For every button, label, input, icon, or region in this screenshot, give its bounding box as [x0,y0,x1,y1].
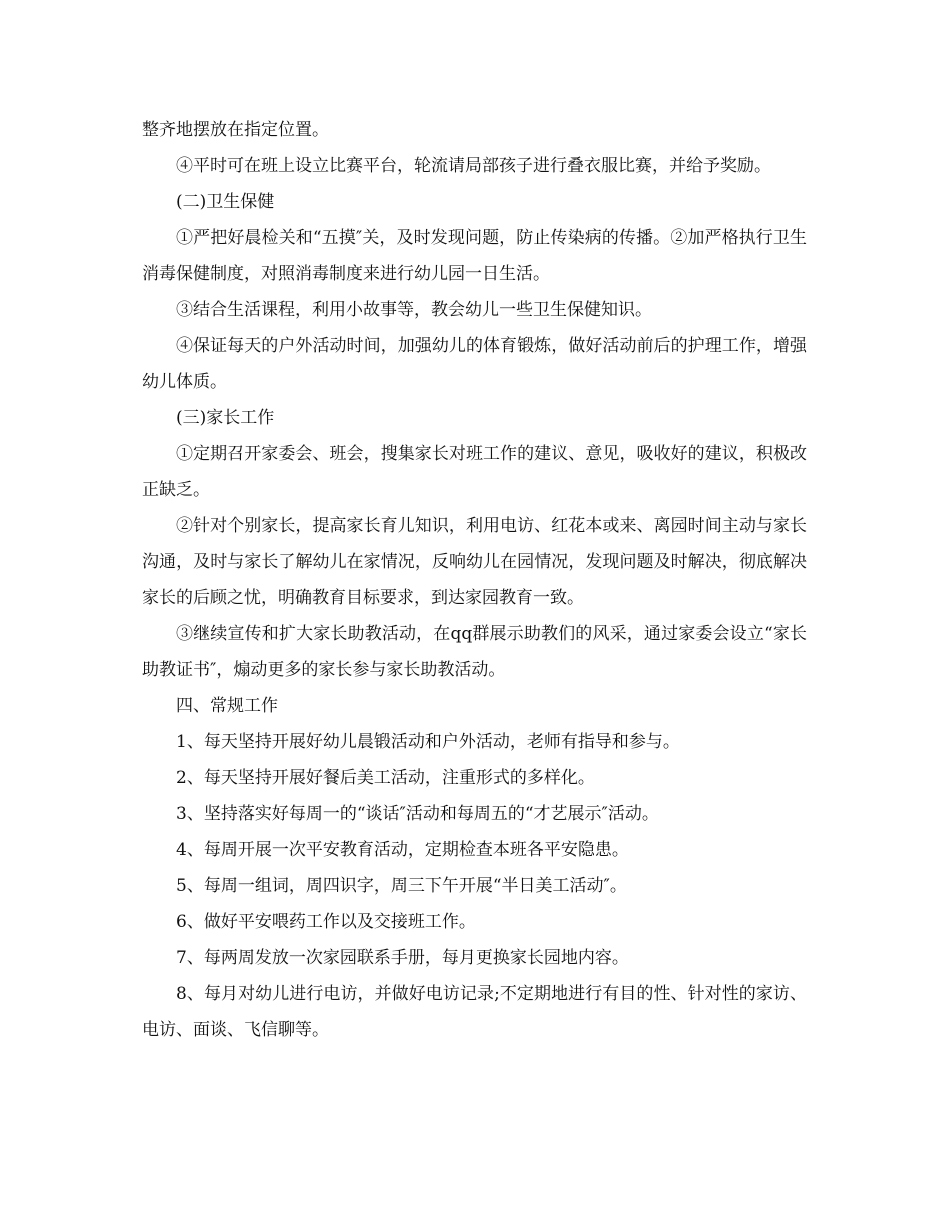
section-heading: 四、常规工作 [176,696,278,716]
document-body [142,112,807,1048]
list-item: 5、每周一组词，周四识字，周三下午开展“半日美工活动″。 [176,876,627,896]
paragraph: ②针对个别家长，提高家长育儿知识，利用电访、红花本或来、离园时间主动与家长沟通，及时与家长了解幼儿在家情况，反响幼儿在园情况，发现问题及时解决，彻底解决家长的后顾之忧，明确教育目标要求，到达家园教育一致。 [142,516,807,608]
list-item: 6、做好平安喂药工作以及交接班工作。 [176,912,476,932]
list-item: 2、每天坚持开展好餐后美工活动，注重形式的多样化。 [176,768,595,788]
paragraph: ④平时可在班上设立比赛平台，轮流请局部孩子进行叠衣服比赛，并给予奖励。 [176,156,771,176]
paragraph: ③继续宣传和扩大家长助教活动，在qq群展示助教们的风采，通过家委会设立“家长助教证书″，煽动更多的家长参与家长助教活动。 [142,624,807,680]
paragraph: 整齐地摆放在指定位置。 [142,120,329,140]
list-item: 3、坚持落实好每周一的“谈话″活动和每周五的“才艺展示″活动。 [176,804,659,824]
paragraph: ④保证每天的户外活动时间，加强幼儿的体育锻炼，做好活动前后的护理工作，增强幼儿体质。 [142,336,807,392]
paragraph: ③结合生活课程，利用小故事等，教会幼儿一些卫生保健知识。 [176,300,652,320]
list-item: 7、每两周发放一次家园联系手册，每月更换家长园地内容。 [176,948,629,968]
list-item: 8、每月对幼儿进行电访，并做好电访记录;不定期地进行有目的性、针对性的家访、电访、面谈、飞信聊等。 [142,984,807,1040]
section-heading: (二)卫生保健 [176,192,275,212]
paragraph: ①定期召开家委会、班会，搜集家长对班工作的建议、意见，吸收好的建议，积极改正缺乏。 [142,444,807,500]
list-item: 1、每天坚持开展好幼儿晨锻活动和户外活动，老师有指导和参与。 [176,732,680,752]
paragraph: ①严把好晨检关和“五摸″关，及时发现问题，防止传染病的传播。②加严格执行卫生消毒保健制度，对照消毒制度来进行幼儿园一日生活。 [142,228,807,284]
list-item: 4、每周开展一次平安教育活动，定期检查本班各平安隐患。 [176,840,629,860]
section-heading: (三)家长工作 [176,408,275,428]
